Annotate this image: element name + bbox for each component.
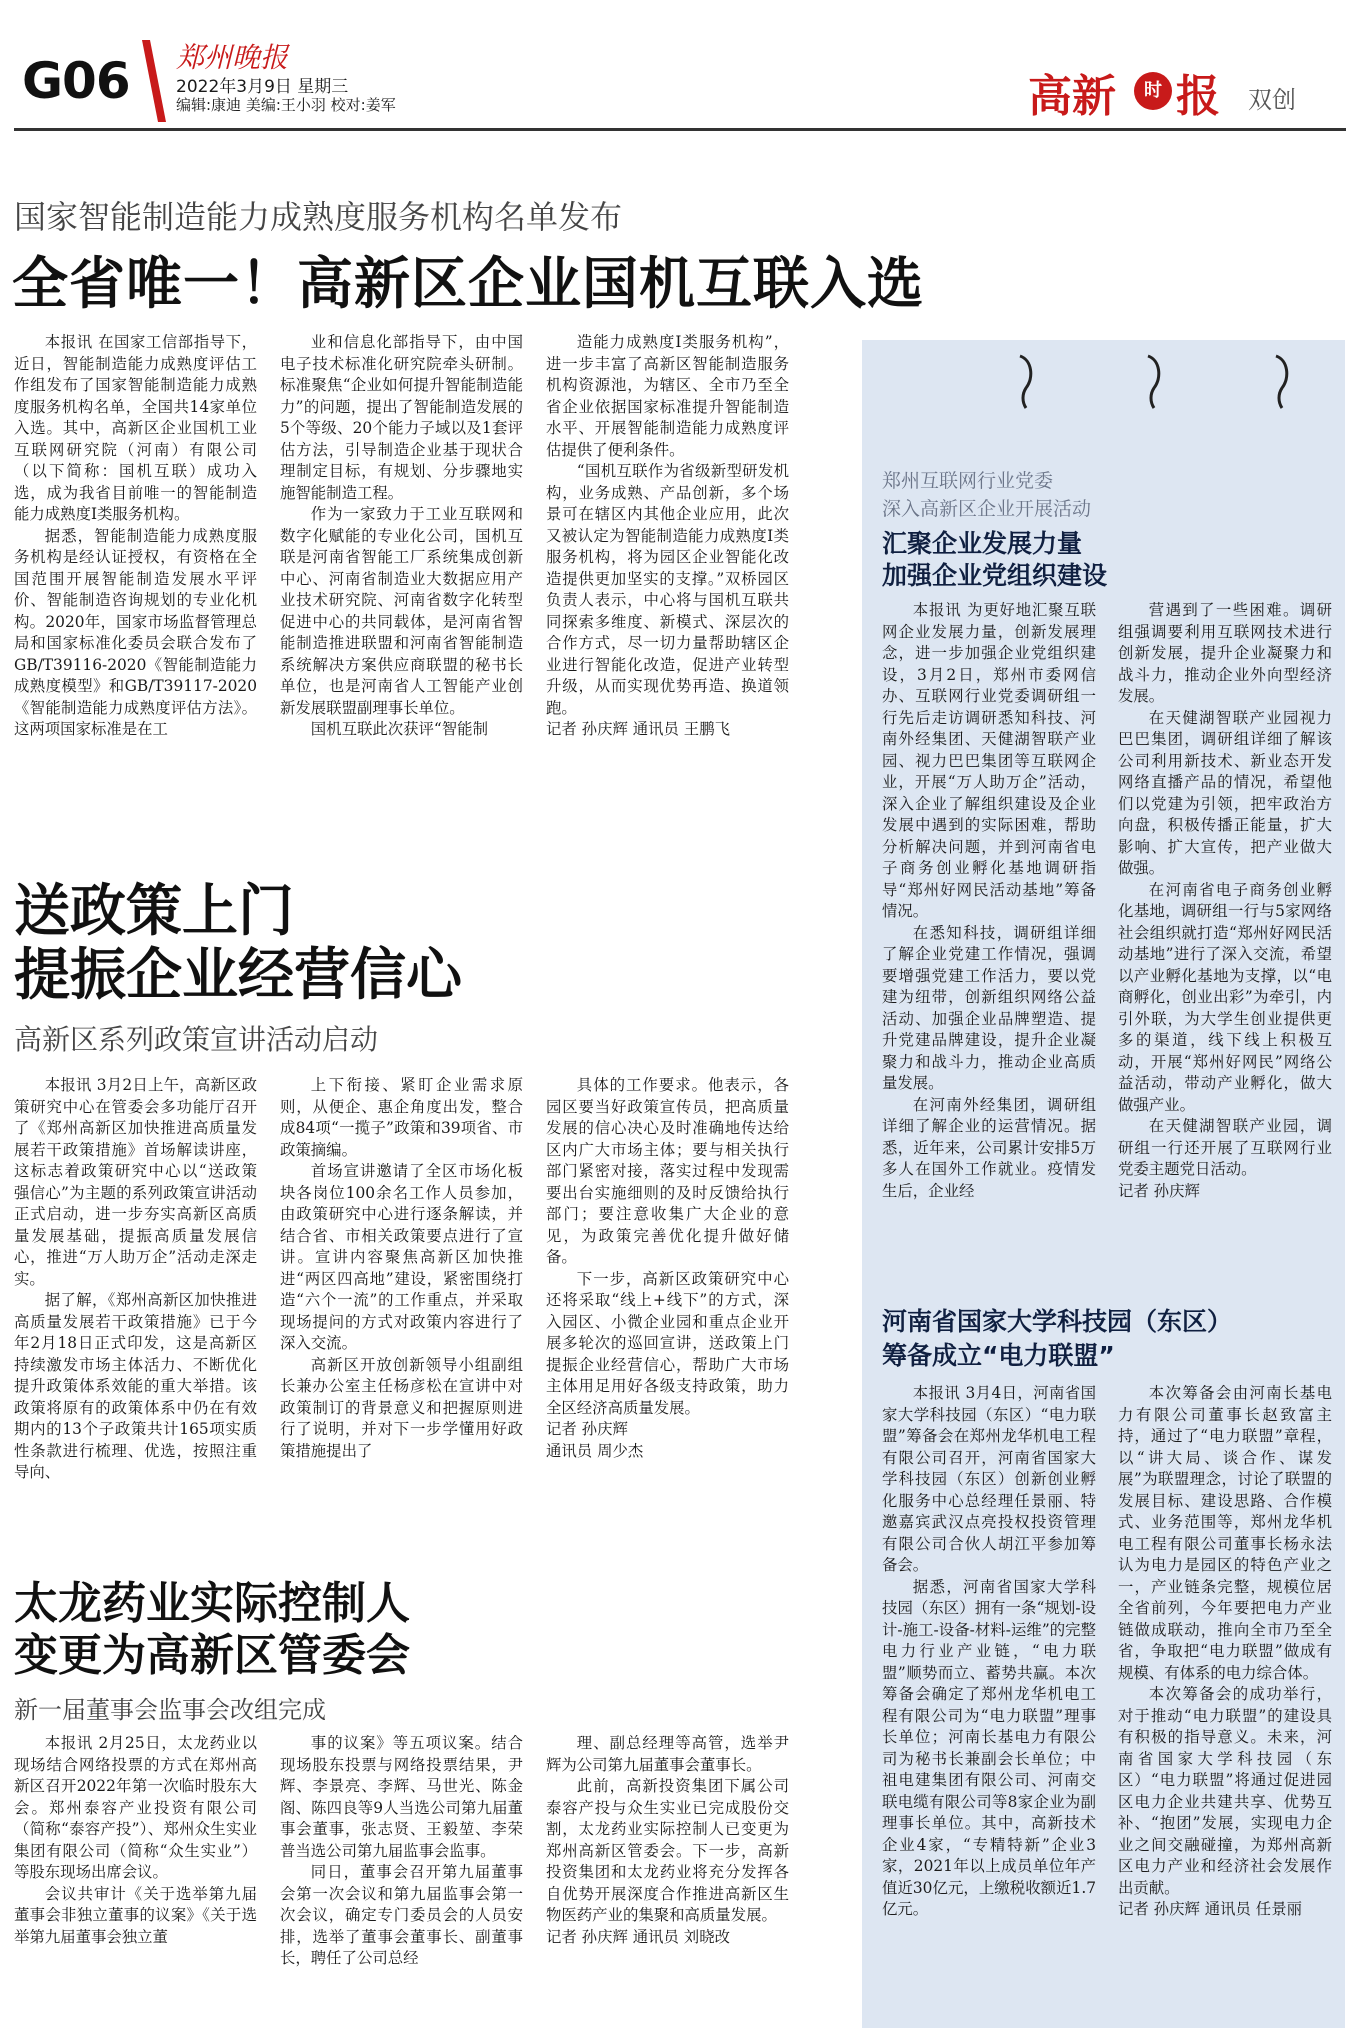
paragraph: 本报讯 3月4日，河南省国家大学科技园（东区）“电力联盟”筹备会在郑州龙华机电工程有限公司召开，河南省国家大学科技园（东区）创新创业孵化服务中心总经理任景丽、特邀嘉宾武汉点亮投权投资管理有限公司合伙人胡江平参加筹备会。: [882, 1384, 1096, 1574]
binder-ring-icon: [1012, 352, 1038, 412]
article2-byline-correspondent: 通讯员 周少杰: [546, 1441, 644, 1460]
paragraph: 高新区开放创新领导小组副组长兼办公室主任杨彦松在宣讲中对政策制订的背景意义和把握原则进行了说明，并对下一步学懂用好政策措施提出了: [280, 1355, 523, 1460]
article3-byline: 记者 孙庆辉 通讯员 刘晓改: [546, 1927, 730, 1946]
paragraph: 本报讯 3月2日上午，高新区政策研究中心在管委会多功能厅召开了《郑州高新区加快推进高质量发展若干政策措施》首场解读讲座，这标志着政策研究中心以“送政策 强信心”为主题的系列政策宣讲活动正式启动，进一步夯实高新区高质量发展基础，提振高质量发展信心，推进“万人助万企”活动走深走实。: [14, 1076, 257, 1288]
paragraph: 据悉，河南省国家大学科技园（东区）拥有一条“规划-设计-施工-设备-材料-运维”的完整电力行业产业链，“电力联盟”顺势而立、蓄势共赢。本次筹备会确定了郑州龙华机电工程有限公司为“电力联盟”理事长单位；河南长基电力有限公司为秘书长兼副会长单位；中祖电建集团有限公司、河南交联电缆有限公司等8家企业为副理事长单位。其中，高新技术企业4家，“专精特新”企业3家，2021年以上成员单位年产值近30亿元，上缴税收额近1.7亿元。: [882, 1577, 1096, 1918]
article2-headline-line1: 送政策上门: [14, 879, 294, 944]
section-masthead-right: 报: [1176, 71, 1220, 122]
paragraph: 首场宣讲邀请了全区市场化板块各岗位100余名工作人员参加，由政策研究中心进行逐条解读，并结合省、市相关政策要点进行了宣讲。宣讲内容聚焦高新区加快推进“两区四高地”建设，紧密围绕打造“六个一流”的工作重点，并采取现场提问的方式对政策内容进行了深入交流。: [280, 1162, 523, 1352]
article3-subhead: 新一届董事会监事会改组完成: [14, 1696, 326, 1724]
paragraph: 在河南省电子商务创业孵化基地，调研组一行与5家网络社会组织就打造“郑州好网民活动基地”进行了深入交流，希望以产业孵化基地为支撑，以“电商孵化，创业出彩”为牵引，内引外联，为大学生创业提供更多的渠道，线下线上积极互动，开展“郑州好网民”网络公益活动，带动产业孵化，做大做强产业。: [1118, 880, 1332, 1114]
article1-column-1: [14, 332, 257, 741]
paragraph: 据悉，智能制造能力成熟度服务机构是经认证授权，有资格在全国范围开展智能制造发展水平评价、智能制造咨询规划的专业化机构。2020年，国家市场监督管理总局和国家标准化委员会联合发布了GB/T39116-2020《智能制造能力成熟度模型》和GB/T39117-2020《智能制造能力成熟度评估方法》。这两项国家标准是在工: [14, 526, 257, 738]
paragraph: 事的议案》等五项议案。结合现场股东投票与网络投票结果，尹辉、李景亮、李辉、马世光、陈金阁、陈四良等9人当选公司第九届董事会董事，张志贤、王毅堃、李荣普当选公司第九届监事会监事。: [280, 1734, 523, 1860]
divider-slash-icon: [140, 40, 168, 122]
sidebar2-headline-line2: 筹备成立“电力联盟”: [882, 1341, 1115, 1370]
newspaper-logo: 郑州晚报: [176, 41, 289, 74]
issue-date: 2022年3月9日 星期三: [176, 77, 349, 97]
paragraph: 本次筹备会由河南长基电力有限公司董事长赵致富主持，通过了“电力联盟”章程，以“讲大局、谈合作、谋发展”为联盟理念，讨论了联盟的发展目标、建设思路、合作模式、业务范围等，郑州龙华机电工程有限公司董事长杨永法认为电力是园区的特色产业之一，产业链条完整，规模位居全省前列，今年要把电力产业链做成联动，推向全市乃至全省，争取把“电力联盟”做成有规模、有体系的电力综合体。: [1118, 1384, 1332, 1682]
sidebar1-column-1: [882, 600, 1096, 1202]
binder-ring-icon: [1140, 352, 1166, 412]
article3-column-3: [546, 1733, 789, 1948]
editor-credits: 编辑:康迪 美编:王小羽 校对:姜军: [176, 96, 396, 114]
paragraph: 造能力成熟度Ⅰ类服务机构”，进一步丰富了高新区智能制造服务机构资源池，为辖区、全市乃至全省企业依据国家标准提升智能制造水平、开展智能制造能力成熟度评估提供了便利条件。: [546, 333, 789, 459]
paragraph: 具体的工作要求。他表示，各园区要当好政策宣传员，把高质量发展的信心决心及时准确地传达给区内广大市场主体；要与相关执行部门紧密对接，落实过程中发现需要出台实施细则的及时反馈给执行部门；要注意收集广大企业的意见，为政策完善优化提升做好储备。: [546, 1076, 789, 1266]
paragraph: 业和信息化部指导下，由中国电子技术标准化研究院牵头研制。标准聚焦“企业如何提升智能制造能力”的问题，提出了智能制造发展的5个等级、20个能力子域以及1套评估方法，引导制造企业基于现状合理制定目标，有规划、分步骤地实施智能制造工程。: [280, 333, 523, 502]
paragraph: 在天健湖智联产业园，调研组一行还开展了互联网行业党委主题党日活动。: [1118, 1117, 1332, 1178]
paragraph: 本次筹备会的成功举行，对于推动“电力联盟”的建设具有积极的指导意义。未来，河南省国家大学科技园（东区）“电力联盟”将通过促进园区电力企业共建共享、优势互补、“抱团”发展，实现电力企业之间交融碰撞，为郑州高新区电力产业和经济社会发展作出贡献。: [1118, 1685, 1332, 1897]
article3-column-2: [280, 1733, 523, 1970]
article2-column-2: [280, 1075, 523, 1462]
sidebar1-headline-line1: 汇聚企业发展力量: [882, 529, 1083, 558]
paragraph: 作为一家致力于工业互联网和数字化赋能的专业化公司，国机互联是河南省智能工厂系统集成创新中心、河南省制造业大数据应用产业技术研究院、河南省数字化转型促进中心的共同载体，是河南省智能制造推进联盟和河南省智能制造系统解决方案供应商联盟的秘书长单位，也是河南省人工智能产业创新发展联盟副理事长单位。: [280, 505, 523, 717]
page-number: G06: [22, 52, 130, 110]
paragraph: 会议共审计《关于选举第九届董事会非独立董事的议案》《关于选举第九届董事会独立董: [14, 1884, 257, 1946]
paragraph: 下一步，高新区政策研究中心还将采取“线上+线下”的方式，深入园区、小微企业园和重点企业开展多轮次的巡回宣讲，送政策上门提振企业经营信心，帮助广大市场主体用足用好各级支持政策，助力全区经济高质量发展。: [546, 1269, 789, 1417]
section-tag: 双创: [1248, 86, 1296, 114]
article2-column-3: [546, 1075, 789, 1462]
article2-column-1: [14, 1075, 257, 1484]
article3-headline-line1: 太龙药业实际控制人: [14, 1578, 410, 1629]
header-rule: [14, 128, 1346, 131]
paragraph: 本报讯 2月25日，太龙药业以现场结合网络投票的方式在郑州高新区召开2022年第一次临时股东大会。郑州泰容产业投资有限公司（简称“泰容产投”）、郑州众生实业集团有限公司（简称“众生实业”）等股东现场出席会议。: [14, 1734, 257, 1881]
article3-headline-line2: 变更为高新区管委会: [14, 1630, 410, 1681]
paragraph: 此前，高新投资集团下属公司泰容产投与众生实业已完成股份交割，太龙药业实际控制人已变更为郑州高新区管委会。下一步，高新投资集团和太龙药业将充分发挥各自优势开展深度合作推进高新区生物医药产业的集聚和高质量发展。: [546, 1777, 789, 1924]
section-masthead-badge: 时: [1134, 72, 1172, 110]
article2-byline-reporter: 记者 孙庆辉: [546, 1420, 628, 1438]
paragraph: 理、副总经理等高管，选举尹辉为公司第九届董事会董事长。: [546, 1734, 789, 1774]
paragraph: 在悉知科技，调研组详细了解企业党建工作情况，强调要增强党建工作活力，要以党建为纽带，创新组织网络公益活动、加强企业品牌塑造、提升党建品牌建设，提升企业凝聚力和战斗力，推动企业高质量发展。: [882, 923, 1096, 1092]
article3-column-1: [14, 1733, 257, 1948]
paragraph: 同日，董事会召开第九届董事会第一次会议和第九届监事会第一次会议，确定专门委员会的人员安排，选举了董事会董事长、副董事长，聘任了公司总经: [280, 1863, 523, 1967]
paragraph: “国机互联作为省级新型研发机构，业务成熟、产品创新，多个场景可在辖区内其他企业应用，此次又被认定为智能制造能力成熟度Ⅰ类服务机构，将为园区企业智能化改造提供更加坚实的支撑。”双桥园区负责人表示，中心将与国机互联共同探索多维度、新模式、深层次的合作方式，尽一切力量帮助辖区企业进行智能化改造，促进产业转型升级，从而实现优势再造、换道领跑。: [546, 462, 789, 717]
article1-column-3: [546, 332, 789, 741]
sidebar2-byline: 记者 孙庆辉 通讯员 任景丽: [1118, 1900, 1302, 1918]
sidebar2-column-1: [882, 1383, 1096, 1921]
section-masthead-left: 高新: [1028, 71, 1116, 122]
article1-kicker: 国家智能制造能力成熟度服务机构名单发布: [14, 198, 623, 236]
article1-column-2: [280, 332, 523, 741]
sidebar1-kicker-line1: 郑州互联网行业党委: [882, 470, 1054, 492]
article1-byline: 记者 孙庆辉 通讯员 王鹏飞: [546, 720, 730, 738]
article1-headline: 全省唯一！高新区企业国机互联入选: [12, 252, 924, 317]
paragraph: 本报讯 为更好地汇聚互联网企业发展力量，创新发展理念，进一步加强企业党组织建设，3月2日，郑州市委网信办、互联网行业党委调研组一行先后走访调研悉知科技、河南外经集团、天健湖智联产业园、视力巴巴集团等互联网企业，开展“万人助万企”活动，深入企业了解组织建设及企业发展中遇到的实际困难，帮助分析解决问题，并到河南省电子商务创业孵化基地调研指导“郑州好网民活动基地”筹备情况。: [882, 601, 1096, 920]
article2-subhead: 高新区系列政策宣讲活动启动: [14, 1023, 379, 1056]
paragraph: 营遇到了一些困难。调研组强调要利用互联网技术进行创新发展，提升企业凝聚力和战斗力，推动企业外向型经济发展。: [1118, 601, 1332, 705]
sidebar1-kicker-line2: 深入高新区企业开展活动: [882, 498, 1092, 520]
paragraph: 在天健湖智联产业园视力巴巴集团，调研组详细了解该公司利用新技术、新业态开发网络直播产品的情况，希望他们以党建为引领，把牢政治方向盘，积极传播正能量，扩大影响、扩大宣传，把产业做大做强。: [1118, 708, 1332, 877]
sidebar2-column-2: [1118, 1383, 1332, 1921]
sidebar1-byline: 记者 孙庆辉: [1118, 1181, 1200, 1200]
paragraph: 本报讯 在国家工信部指导下，近日，智能制造能力成熟度评估工作组发布了国家智能制造能力成熟度服务机构名单，全国共14家单位入选。其中，高新区企业国机工业互联网研究院（河南）有限公司（以下简称：国机互联）成功入选，成为我省目前唯一的智能制造能力成熟度Ⅰ类服务机构。: [14, 333, 257, 523]
sidebar1-column-2: [1118, 600, 1332, 1202]
binder-ring-icon: [1268, 352, 1294, 412]
paragraph: 据了解，《郑州高新区加快推进高质量发展若干政策措施》已于今年2月18日正式印发，这是高新区持续激发市场主体活力、不断优化提升政策体系效能的重大举措。该政策将原有的政策体系中仍在有效期内的13个子政策共计165项实质性条款进行梳理、优选，按照注重导向、: [14, 1291, 257, 1481]
paragraph: 国机互联此次获评“智能制: [310, 720, 488, 738]
paragraph: 上下衔接、紧盯企业需求原则，从便企、惠企角度出发，整合成84项“一揽子”政策和39项省、市政策摘编。: [280, 1076, 523, 1159]
paragraph: 在河南外经集团，调研组详细了解企业的运营情况。据悉，近年来，公司累计安排5万多人在国外工作就业。疫情发生后，企业经: [882, 1095, 1096, 1200]
article2-headline-line2: 提振企业经营信心: [14, 943, 462, 1008]
sidebar1-headline-line2: 加强企业党组织建设: [882, 561, 1108, 590]
sidebar2-headline-line1: 河南省国家大学科技园（东区）: [882, 1307, 1233, 1336]
